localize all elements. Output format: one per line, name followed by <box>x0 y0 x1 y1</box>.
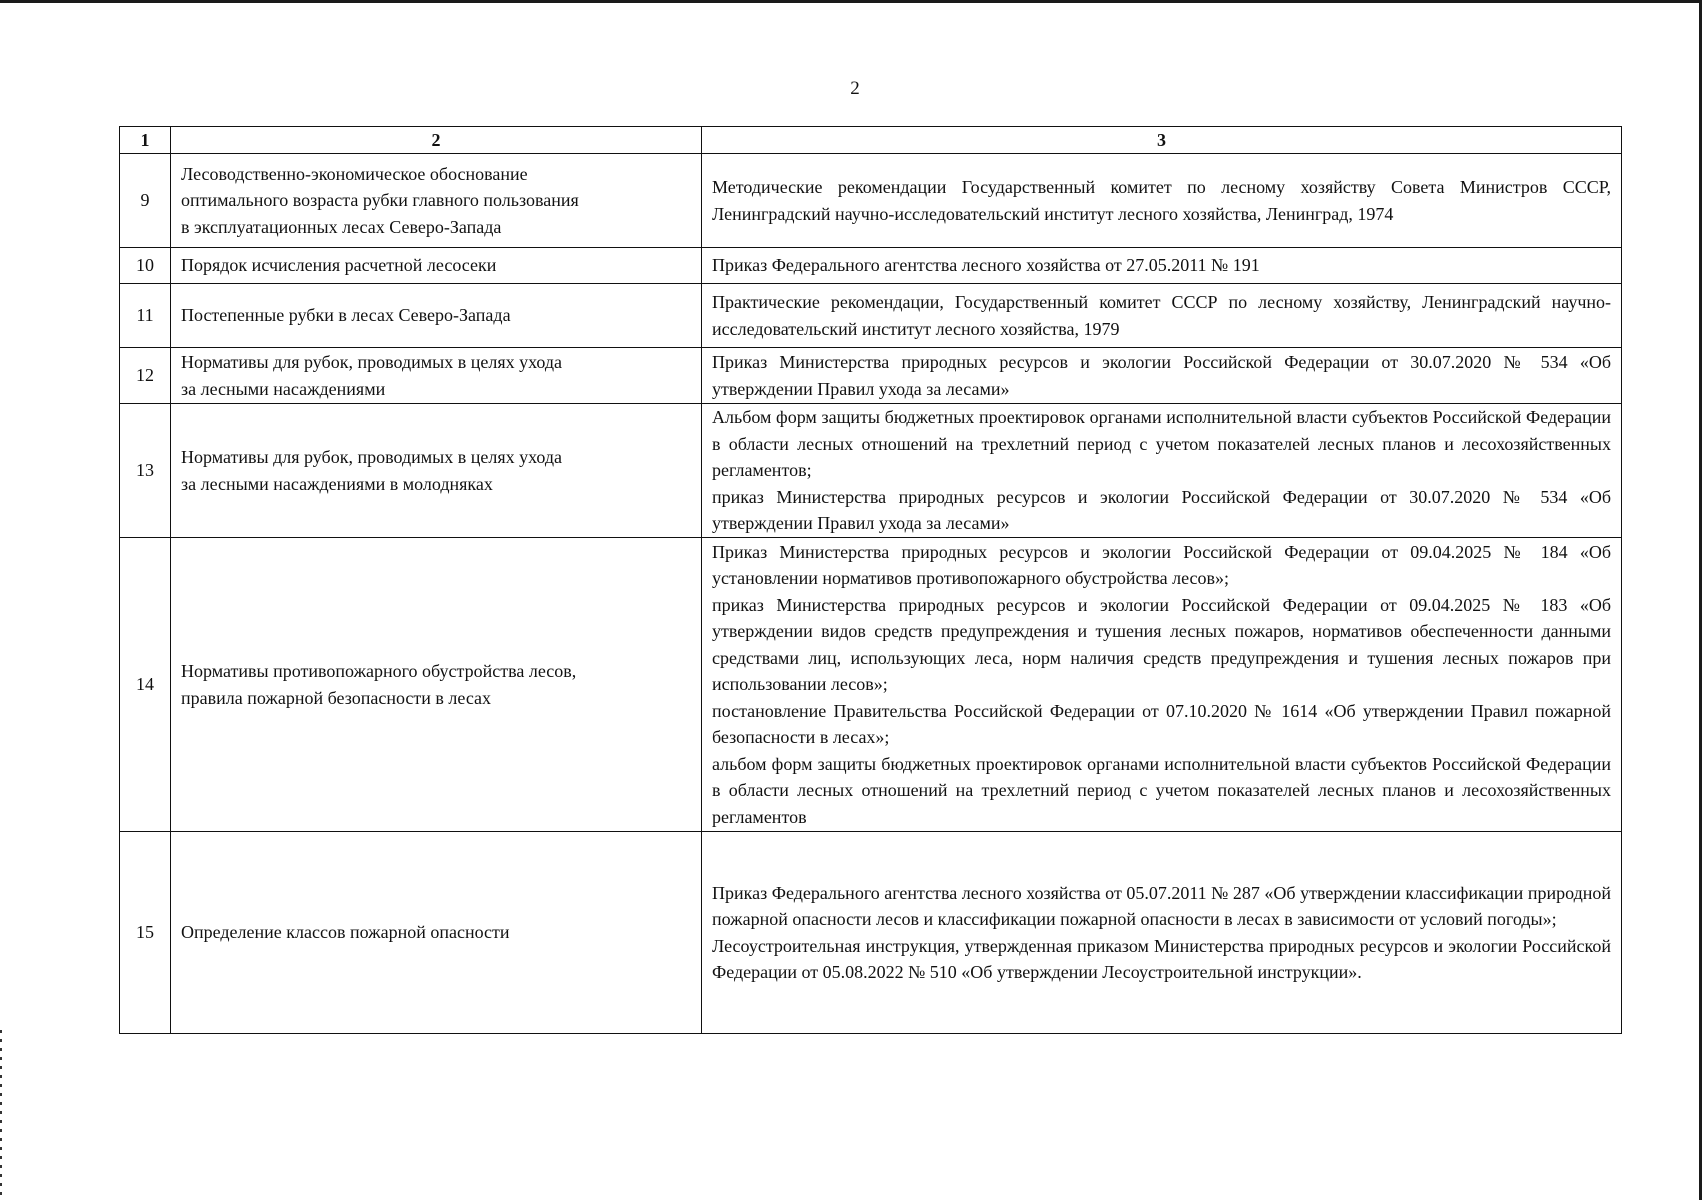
row-number: 12 <box>120 348 171 404</box>
row-name-line: оптимального возраста рубки главного пользования <box>181 190 579 211</box>
row-name-line: за лесными насаждениями в молодняках <box>181 473 493 494</box>
reference-paragraph: Методические рекомендации Государственный комитет по лесному хозяйству Совета Министров СССР, Ленинградский научно-исследовательский институт лесного хозяйства, Ленинград, 1974 <box>712 177 1611 224</box>
row-name <box>171 284 702 348</box>
row-name-line: Нормативы противопожарного обустройства лесов, <box>181 661 577 681</box>
row-name-line: за лесными насаждениями <box>181 378 386 399</box>
row-number: 9 <box>120 154 171 248</box>
row-name <box>171 538 702 832</box>
row-number: 15 <box>120 832 171 1034</box>
row-reference <box>702 404 1622 538</box>
row-name <box>171 348 702 404</box>
reference-paragraph: приказ Министерства природных ресурсов и экологии Российской Федерации от 30.07.2020 № 534 «Об утверждении Правил ухода за лесами» <box>712 486 1611 534</box>
row-name <box>171 154 702 248</box>
table-row <box>120 248 1622 284</box>
row-name-line: Постепенные рубки в лесах Северо-Запада <box>181 305 511 326</box>
table-row <box>120 404 1622 538</box>
column-header-2: 2 <box>171 127 702 154</box>
reference-paragraph: альбом форм защиты бюджетных проектировок органами исполнительной власти субъектов Российской Федерации в области лесных отношений на трехлетний период с учетом показателей лесных планов и лесохозяйственных регламентов <box>712 753 1611 827</box>
reference-paragraph: постановление Правительства Российской Федерации от 07.10.2020 № 1614 «Об утверждении Правил пожарной безопасности в лесах»; <box>712 700 1611 748</box>
row-name-line: Нормативы для рубок, проводимых в целях ухода <box>181 352 563 372</box>
row-name <box>171 404 702 538</box>
column-header-1: 1 <box>120 127 171 154</box>
table-header-row <box>120 127 1622 154</box>
row-name-line: Нормативы для рубок, проводимых в целях ухода <box>181 447 563 467</box>
column-header-3: 3 <box>702 127 1622 154</box>
reference-paragraph: Приказ Федерального агентства лесного хозяйства от 05.07.2011 № 287 «Об утверждении классификации природной пожарной опасности лесов и классификации пожарной опасности в лесах в зависимости от условий погоды»; <box>712 882 1611 929</box>
table-row <box>120 348 1622 404</box>
table-row <box>120 832 1622 1034</box>
row-reference <box>702 832 1622 1034</box>
row-number: 13 <box>120 404 171 538</box>
reference-paragraph: Приказ Федерального агентства лесного хозяйства от 27.05.2011 № 191 <box>712 255 1260 276</box>
row-number: 10 <box>120 248 171 284</box>
reference-paragraph: Практические рекомендации, Государственный комитет СССР по лесному хозяйству, Ленинградский научно-исследовательский институт лесного хозяйства, 1979 <box>712 292 1611 339</box>
reference-paragraph: Лесоустроительная инструкция, утвержденная приказом Министерства природных ресурсов и экологии Российской Федерации от 05.08.2022 № 510 «Об утверждении Лесоустроительной инструкции». <box>712 935 1611 982</box>
reference-paragraph: Альбом форм защиты бюджетных проектировок органами исполнительной власти субъектов Российской Федерации в области лесных отношений на трехлетний период с учетом показателей лесных планов и лесохозяйственных регламентов; <box>712 407 1611 481</box>
reference-paragraph: Приказ Министерства природных ресурсов и экологии Российской Федерации от 30.07.2020 № 534 «Об утверждении Правил ухода за лесами» <box>712 352 1611 399</box>
row-name-line: правила пожарной безопасности в лесах <box>181 687 492 708</box>
table-row <box>120 284 1622 348</box>
row-reference <box>702 348 1622 404</box>
table-row <box>120 154 1622 248</box>
row-name-line: в эксплуатационных лесах Северо-Запада <box>181 216 502 237</box>
reference-paragraph: приказ Министерства природных ресурсов и экологии Российской Федерации от 09.04.2025 № 183 «Об утверждении видов средств предупреждения и тушения лесных пожаров, нормативов обеспеченности данными средствами лиц, использующих леса, норм наличия средств предупреждения и тушения лесных пожаров при использовании лесов»; <box>712 594 1611 695</box>
row-number: 11 <box>120 284 171 348</box>
row-name-line: Лесоводственно-экономическое обоснование <box>181 163 528 184</box>
row-name-line: Определение классов пожарной опасности <box>181 922 510 943</box>
regulations-table <box>119 126 1622 1034</box>
scan-border-top <box>0 0 1702 3</box>
row-name <box>171 832 702 1034</box>
row-name <box>171 248 702 284</box>
row-reference <box>702 154 1622 248</box>
row-name-line: Порядок исчисления расчетной лесосеки <box>181 255 497 276</box>
row-number: 14 <box>120 538 171 832</box>
row-reference <box>702 284 1622 348</box>
row-reference <box>702 538 1622 832</box>
page-number: 2 <box>850 78 860 99</box>
scan-border-left <box>0 1030 2 1200</box>
table-row <box>120 538 1622 832</box>
row-reference <box>702 248 1622 284</box>
reference-paragraph: Приказ Министерства природных ресурсов и экологии Российской Федерации от 09.04.2025 № 184 «Об установлении нормативов противопожарного обустройства лесов»; <box>712 541 1611 589</box>
